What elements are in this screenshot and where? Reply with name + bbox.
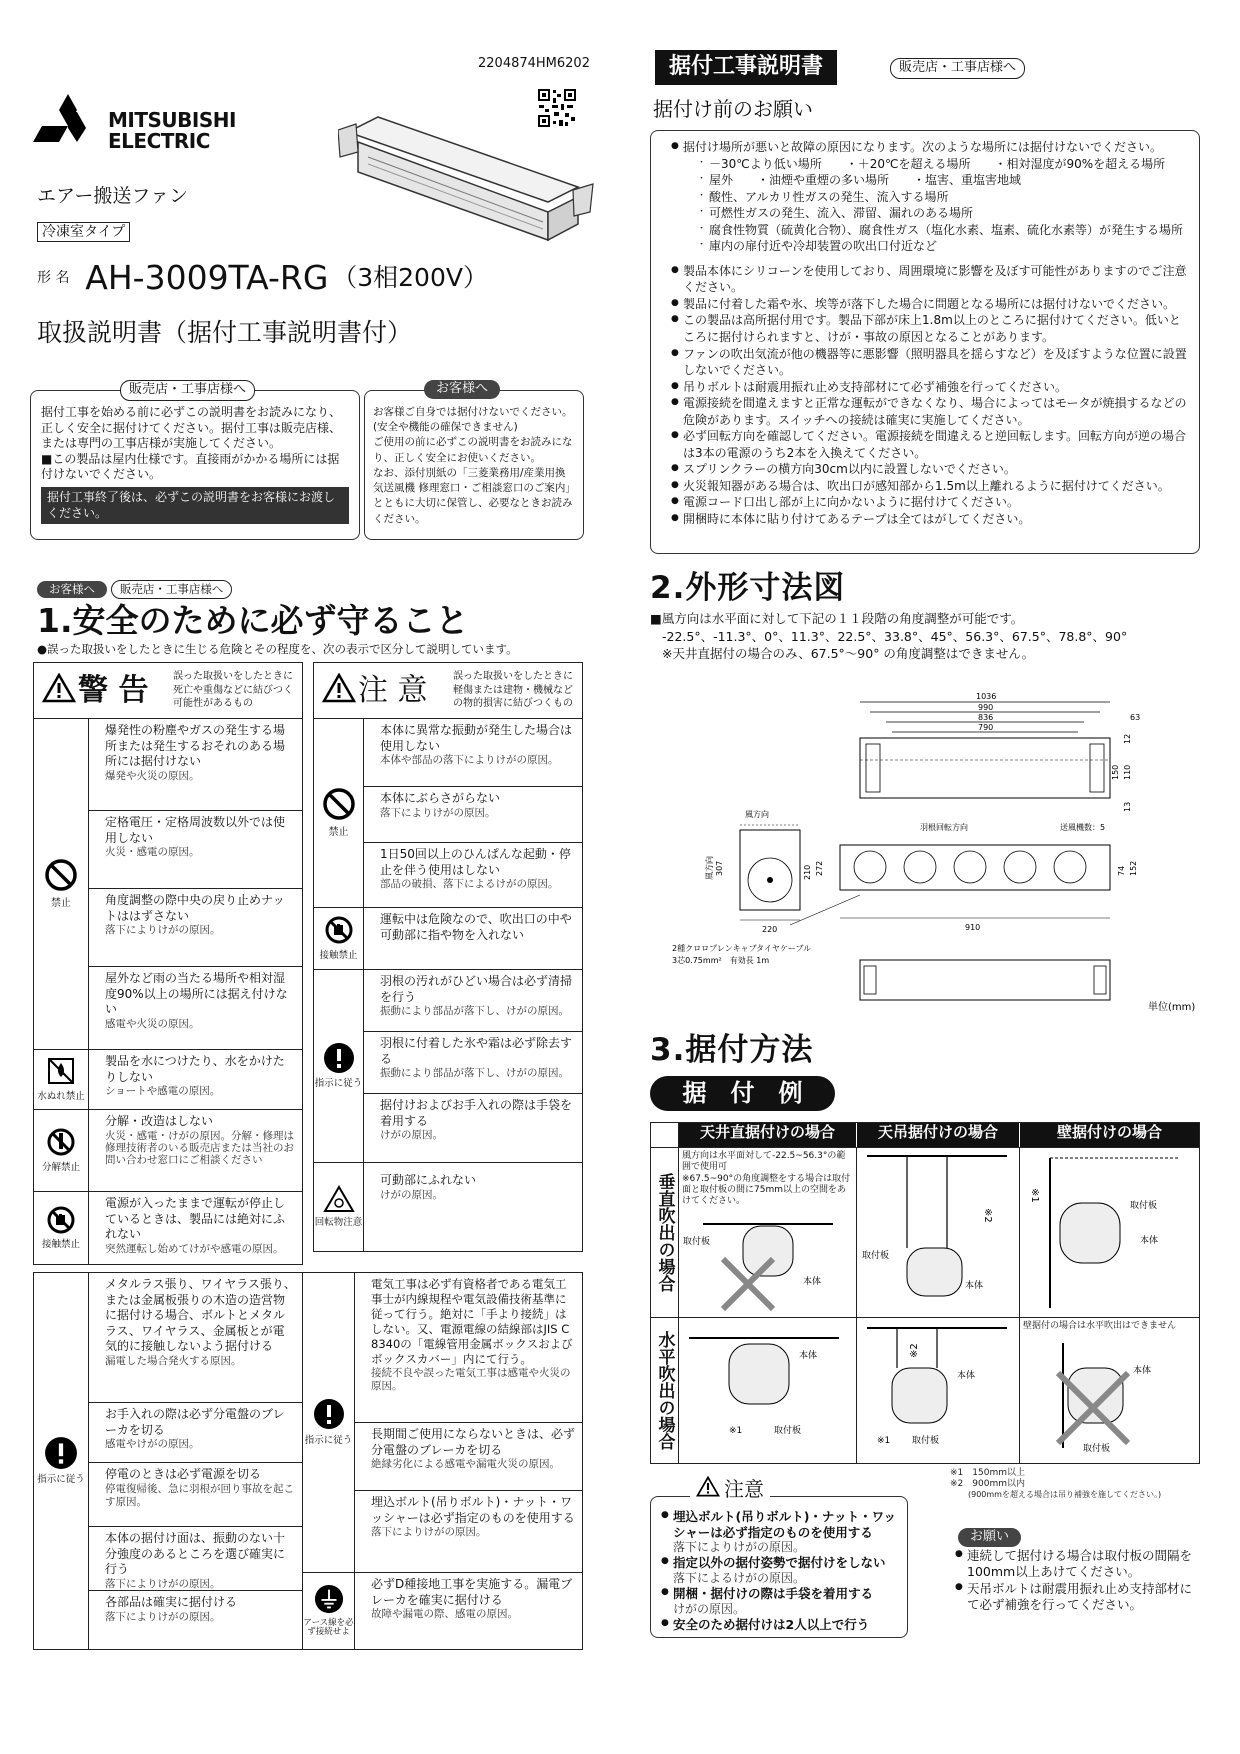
customer-text-3: なお、添付別紙の「三菱業務用/産業用換気送風機 修理窓口・ご相談窓口のご案内」とともに大切に保管し、必要なときお読みください。 <box>373 466 573 525</box>
label-body: 本体 <box>1140 1236 1159 1246</box>
icon-label: 水ぬれ禁止 <box>37 1090 85 1102</box>
method-footnotes <box>950 1468 1161 1499</box>
caution-item: 可動部にふれない けがの原因。 <box>380 1173 477 1201</box>
warning-item: 製品を水につけたり、水をかけたりしない ショートや感電の原因。 <box>105 1054 285 1098</box>
warning-triangle-icon <box>696 1476 720 1502</box>
pre-install-item: ● この製品は高所据付用です。製品下部が床上1.8m以上のところに据付けてください。低いところに据付けられますと、けが・事故の原因となることがあります。 <box>671 312 1187 345</box>
instruction-icon <box>313 1398 345 1435</box>
icon-label: 分解禁止 <box>41 1161 80 1173</box>
place-item: ・ 可燃性ガスの発生、流入、滞留、漏れのある場所 <box>697 205 1187 222</box>
place-item: ・ 庫内の扉付近や冷却装置の吹出口付近など <box>697 238 1187 255</box>
label-body: 本体 <box>965 1281 984 1291</box>
cell-hang-horizontal <box>857 1318 1020 1463</box>
footnote-3: (900mmを超える場合は吊り補強を施してください。) <box>968 1489 1162 1499</box>
customer-text-1: お客様ご自身では据付けないでください。(安全や機能の確保できません) <box>373 406 573 434</box>
icon-label: 指示に従う <box>304 1434 353 1446</box>
safety-tags <box>37 580 232 599</box>
dealer-note: 据付工事終了後は、必ずこの説明書をお客様にお渡しください。 <box>41 487 349 524</box>
dimensions-line-3: ※天井直据付の場合のみ、67.5°～90° の角度調整はできません。 <box>662 646 1035 661</box>
warning-group-touch <box>34 1192 302 1264</box>
place-item: ・ 腐食性物質（硫黄化合物）、腐食性ガス（塩化水素、塩素、硫化水素等）が発生する場所 <box>697 222 1187 239</box>
caution-item: 羽根の汚れがひどい場合は必ず清掃を行う 振動により部品が落下し、けがの原因。 <box>364 970 582 1032</box>
ground-icon <box>314 1584 344 1619</box>
pre-install-item: ● ファンの吹出気流が他の機器等に悪影響（照明器具を揺らすなど）を及ぼすような位置に設置しないでください。 <box>671 346 1187 379</box>
install-caution-item: ● 安全のため据付けは2人以上で行う <box>661 1617 899 1633</box>
unit-label: 単位(mm) <box>1148 1002 1196 1013</box>
pre-install-item: ● 必ず回転方向を確認してください。電源接続を間違えると逆回転します。回転方向が逆の場合は3本の電源のうち2本を入換えてください。 <box>671 428 1187 461</box>
caution-triangle-icon <box>322 673 358 708</box>
warning-item: 爆発性の粉塵やガスの発生する場所または発生するおそれのある場所には据付けない 爆発や火災の原因。 <box>89 719 302 811</box>
pre-install-item: ● 据付け場所が悪いと故障の原因になります。次のような場所には据付けないでください。 ・ －30℃より低い場所 ・＋20℃を超える場所 ・相対湿度が90%を超える場所 ・ 屋外 ・油煙や重煙の多い場所 ・塩害、重塩害地域 ・ 酸性、アルカリ性ガスの発生、流入する場所 ・ 可燃性ガスの発生、流入、滞留、漏れのある場所 ・ 腐食性物質（硫黄化合物）、腐食性ガス（塩化水素、塩素、硫化水素等）が発生する場所 ・ 庫内の扉付近や冷却装置の吹出口付近など <box>671 139 1187 255</box>
caution-desc: 誤った取扱いをしたときに軽傷または建物・機械などの物的損害に結びつくもの <box>453 671 573 710</box>
dim-150: 150 <box>1111 764 1120 780</box>
caution-group-instruct <box>314 970 582 1163</box>
pre-install-item: ● 電源コード口出し部が上に向かないように据付けてください。 <box>671 494 1187 511</box>
pre-install-box <box>650 130 1200 554</box>
cell-wall-horizontal <box>1020 1318 1199 1463</box>
label-plate: 取付板 <box>1083 1443 1111 1453</box>
ceiling-note-2: ※67.5~90°の角度調整をする場合は取付面と取付板の間に75mm以上の空間をあけてください。 <box>682 1173 851 1206</box>
rotation-caution-icon <box>323 1185 355 1218</box>
warning-item: 定格電圧・定格周波数以外では使用しない 火災・感電の原因。 <box>89 811 302 889</box>
pre-install-item: ● 電源接続を間違えますと正常な運転ができなくなり、場合によってはモータが焼損するなどの危険があります。スイッチへの接続は確実に実施してください。 <box>671 395 1187 428</box>
dim-307: 307 <box>715 860 724 876</box>
row-horizontal: 水平吹出の場合 <box>651 1318 679 1463</box>
caution-item: 羽根に付着した氷や霜は必ず除去する 振動により部品が落下し、けがの原因。 <box>364 1032 582 1094</box>
warning-icon-cell <box>34 719 89 1049</box>
icon-label: 禁止 <box>328 826 349 838</box>
dim-63: 63 <box>1130 713 1141 722</box>
place-item: ・ 屋外 ・油煙や重煙の多い場所 ・塩害、重塩害地域 <box>697 172 1187 189</box>
dimensions-text <box>650 610 1127 663</box>
instruct-item: 必ずD種接地工事を実施する。漏電ブレーカを確実に据付ける 故障や漏電の際、感電の原因。 <box>371 1577 573 1621</box>
label-plate: 取付板 <box>774 1426 802 1436</box>
icon-label: 禁止 <box>51 897 71 909</box>
caution-header <box>314 663 582 719</box>
wall-note: 壁据付の場合は水平吹出はできません <box>1023 1321 1177 1331</box>
row-vertical: 垂直吹出の場合 <box>651 1148 679 1317</box>
instruct-item: 埋込ボルト(吊りボルト)・ナット・ワッシャーは必ず指定のものを使用する 落下によりけがの原因。 <box>355 1491 582 1573</box>
mark-1: ※1 <box>729 1426 743 1436</box>
type-label: 冷凍室タイプ <box>37 222 130 242</box>
caution-item: 据付けおよびお手入れの際は手袋を着用する けがの原因。 <box>380 1098 573 1142</box>
warning-item: 電源が入ったままで運転が停止しているときは、製品には絶対にふれない 突然運転し始めてけがや感電の原因。 <box>105 1196 286 1255</box>
dim-12: 12 <box>1123 733 1132 744</box>
dim-790: 790 <box>978 723 994 732</box>
customer-box <box>364 390 584 540</box>
warning-group-water <box>34 1050 302 1110</box>
pre-install-item: ● スプリンクラーの横方向30cm以内に設置しないでください。 <box>671 461 1187 478</box>
instruct-item: 停電のときは必ず電源を切る 停電復帰後、急に羽根が回り事故を起こす原因。 <box>89 1463 302 1527</box>
warning-group-disassemble <box>34 1110 302 1192</box>
safety-tag-customer: お客様へ <box>37 581 107 598</box>
blade-direction-label: 羽根回転方向 <box>920 823 968 832</box>
wind-direction-label-vertical: 風方向 <box>705 856 714 880</box>
place-item: ・ －30℃より低い場所 ・＋20℃を超える場所 ・相対湿度が90%を超える場所 <box>697 156 1187 173</box>
instruct-item: 各部品は確実に据付ける 落下によりけがの原因。 <box>105 1595 238 1623</box>
customer-text-2: ご使用の前に必ずこの説明書をお読みになり、正しく安全にお使いください。 <box>373 436 573 464</box>
label-body: 本体 <box>799 1351 818 1361</box>
dimensions-title: 2.外形寸法図 <box>650 570 846 606</box>
dim-990: 990 <box>978 703 994 712</box>
instruct-item: 電気工事は必ず有資格者である電気工事士が内線規程や電気設備技術基準に従って行う。絶対に「手より接続」はしない。又、電源電線の結線部はJIS C 8340の「電線管用金属ボックスおよびボックスカバー」内にて行う。 接続不良や誤った電気工事は感電や火災の原因。 <box>355 1273 582 1423</box>
icon-label: 指示に従う <box>314 1078 363 1090</box>
customer-tag: お客様へ <box>424 380 500 399</box>
dim-152: 152 <box>1129 860 1138 876</box>
place-item: ・ 酸性、アルカリ性ガスの発生、流入する場所 <box>697 189 1187 206</box>
request-item: ● 連続して据付ける場合は取付板の間隔を100mm以上あけてください。 <box>955 1548 1200 1581</box>
caution-group-prohibit <box>314 719 582 908</box>
safety-tag-dealer: 販売店・工事店様へ <box>111 580 233 599</box>
icon-label: 接触禁止 <box>319 949 358 961</box>
warning-desc: 誤った取扱いをしたときに死亡や重傷などに結びつく可能性があるもの <box>173 671 293 710</box>
dealer-tag: 販売店・工事店様へ <box>120 380 255 401</box>
warning-item: 屋外など雨の当たる場所や相対湿度90%以上の場所には据え付けない 感電や火災の原因。 <box>105 971 288 1030</box>
install-caution-item: ● 埋込ボルト(吊りボルト)・ナット・ワッシャーは必ず指定のものを使用する 落下によりけがの原因。 <box>661 1509 899 1555</box>
blade-count-label: 送風機数：5 <box>1060 823 1106 832</box>
dim-110: 110 <box>1123 764 1132 780</box>
no-water-icon <box>46 1056 76 1091</box>
caution-item: 本体にぶらさがらない 落下によりけがの原因。 <box>364 787 582 843</box>
bottom-left-table <box>33 1272 303 1650</box>
warning-group-prohibit <box>34 719 302 1050</box>
footnote-1: ※1 150mm以上 <box>950 1468 1025 1478</box>
icon-label: 接触禁止 <box>41 1239 80 1251</box>
pre-install-item: ● 製品に付着した霜や氷、埃等が落下した場合に問題となる場所には据付けないでください。 <box>671 296 1187 313</box>
install-caution-box <box>650 1496 908 1638</box>
warning-triangle-icon <box>42 673 78 708</box>
label-plate: 取付板 <box>862 1251 890 1261</box>
method-title: 3.据付方法 <box>650 1032 814 1068</box>
no-touch-icon <box>324 915 354 950</box>
cell-wall-vertical <box>1020 1148 1199 1317</box>
col-ceiling-hang: 天吊据付けの場合 <box>857 1123 1020 1147</box>
dimensions-angles: -22.5°、-11.3°、0°、11.3°、22.5°、33.8°、45°、56.3°、67.5°、78.8°、90° <box>662 628 1128 644</box>
instruct-item: 長期間ご使用にならないときは、必ず分電盤のブレーカを切る 絶縁劣化による感電や漏電火災の原因。 <box>355 1423 582 1491</box>
col-wall: 壁据付けの場合 <box>1020 1123 1199 1147</box>
dim-910: 910 <box>965 923 981 932</box>
install-caution-heading: 注意 <box>690 1476 770 1502</box>
request-item: ● 天吊ボルトは耐震用振れ止め支持部材にて必ず補強を行ってください。 <box>955 1581 1200 1614</box>
dim-272: 272 <box>815 860 824 876</box>
dim-220: 220 <box>762 925 778 934</box>
caution-item: 本体に異常な振動が発生した場合は使用しない 本体や部品の落下によりけがの原因。 <box>364 719 582 787</box>
dim-13: 13 <box>1123 801 1132 812</box>
caution-group-touch <box>314 908 582 970</box>
product-name: エアー搬送ファン <box>37 185 189 207</box>
footnote-2: ※2 900mm以内 <box>950 1478 1025 1489</box>
mark-1: ※1 <box>877 1436 891 1446</box>
dim-210: 210 <box>803 864 812 880</box>
install-caution-item: ● 開梱・据付けの際は手袋を着用する けがの原因。 <box>661 1586 899 1617</box>
prohibit-icon <box>322 787 356 826</box>
label-body: 本体 <box>1133 1365 1152 1376</box>
mark-2: ※2 <box>909 1343 920 1358</box>
label-body: 本体 <box>803 1277 822 1287</box>
cell-ceiling-vertical <box>679 1148 857 1317</box>
mark-1: ※1 <box>1029 1188 1040 1203</box>
cable-label: 2種クロロプレンキャブタイヤケーブル <box>672 944 812 953</box>
instruct-item: 本体の据付け面は、振動のない十分強度のあるところを選び確実に行う 落下によりけがの原因。 <box>89 1527 302 1591</box>
icon-label: 回転物注意 <box>314 1217 363 1229</box>
pre-install-item: ● 製品本体にシリコーンを使用しており、周囲環境に影響を及ぼす可能性がありますのでご注意ください。 <box>671 263 1187 296</box>
caution-item: 運転中は危険なので、吹出口の中や可動部に指や物を入れない <box>380 912 572 942</box>
label-plate: 取付板 <box>1130 1201 1158 1211</box>
cable-spec: 3芯0.75mm² 有効長 1m <box>672 956 770 965</box>
col-ceiling-direct: 天井直据付けの場合 <box>679 1123 857 1147</box>
request-tag: お願い <box>958 1528 1021 1547</box>
instruction-icon <box>44 1436 78 1475</box>
pre-install-item: ● 吊りボルトは耐震用振れ止め支持部材にて必ず補強を行ってください。 <box>671 379 1187 396</box>
dim-74: 74 <box>1117 865 1126 876</box>
safety-intro: ●誤った取扱いをしたときに生じる危険とその程度を、次の表示で区分して説明しています。 <box>37 642 518 656</box>
doc-code: 2204874HM6202 <box>478 56 590 71</box>
request-list <box>955 1548 1200 1613</box>
cell-hang-vertical <box>857 1148 1020 1317</box>
caution-item: 1日50回以上のひんぱんな起動・停止を伴う使用はしない 部品の破損、落下によるけがの原因。 <box>380 847 571 891</box>
model-prefix: 形 名 <box>37 270 70 287</box>
warning-label: 警 告 <box>78 673 149 708</box>
icon-label: アース線を必ず接続せよ <box>303 1617 354 1638</box>
instruct-item: お手入れの際は必ず分電盤のブレーカを切る 感電やけがの原因。 <box>89 1403 302 1463</box>
warning-item: 分解・改造はしない 火災・感電・けがの原因。分解・修理は修理技術者のいる販売店または当社のお問い合わせ窓口にご相談ください <box>105 1114 294 1166</box>
label-body: 本体 <box>957 1371 976 1381</box>
install-caution-item: ● 指定以外の据付姿勢で据付けをしない 落下によるけがの原因。 <box>661 1555 899 1586</box>
caution-label: 注 意 <box>358 673 428 708</box>
install-manual-tag: 販売店・工事店様へ <box>890 58 1025 79</box>
method-example-banner: 据 付 例 <box>650 1076 835 1111</box>
label-plate: 取付板 <box>683 1237 711 1247</box>
dim-836: 836 <box>978 713 994 722</box>
ceiling-note: 風方向は水平面対して-22.5~56.3°の範囲で使用可 <box>682 1151 846 1173</box>
instruct-item: メタルラス張り、ワイヤラス張り、または金属板張りの木造の造営物に据付ける場合、ボルトとメタルラス、ワイヤラス、金属板とが電気的に接触しないよう据付ける 漏電した場合発火する原因。 <box>89 1273 302 1403</box>
fan-row <box>854 851 1086 883</box>
dealer-box <box>30 390 360 540</box>
warning-table <box>33 662 303 1265</box>
pre-install-item: ● 火災報知器がある場合は、吹出口が感知部から1.5m以上離れるように据付けてください。 <box>671 478 1187 495</box>
pre-install-item: ● 開梱時に本体に貼り付けてあるテープは全てはがしてください。 <box>671 511 1187 528</box>
model-line <box>37 257 488 300</box>
icon-label: 指示に従う <box>37 1474 85 1486</box>
dimensions-line-1: ■風方向は水平面に対して下記の１１段階の角度調整が可能です。 <box>650 611 1024 626</box>
safety-title: 1.安全のために必ず守ること <box>37 601 469 640</box>
mark-2: ※2 <box>982 1208 993 1223</box>
warning-header <box>34 663 302 719</box>
warning-item: 角度調整の際中央の戻り止めナットははずさない 落下によりけがの原因。 <box>89 889 302 967</box>
dimension-drawing <box>660 680 1200 1020</box>
prohibit-icon <box>44 858 78 897</box>
install-manual-title: 据付工事説明書 <box>655 50 837 85</box>
label-plate: 取付板 <box>912 1436 940 1446</box>
bottom-right-table <box>303 1272 583 1650</box>
wind-direction-label: 風方向 <box>745 810 769 819</box>
no-disassemble-icon <box>46 1127 76 1162</box>
dim-1036: 1036 <box>976 692 997 701</box>
cell-ceiling-horizontal <box>679 1318 857 1463</box>
instruction-icon <box>323 1042 355 1079</box>
dealer-text-2: ■この製品は屋内仕様です。直接雨がかかる場所には据付けないでください。 <box>41 451 340 482</box>
brand-name: MITSUBISHI ELECTRIC <box>108 108 236 153</box>
mitsubishi-logo-icon <box>33 94 103 156</box>
caution-table <box>313 662 583 1252</box>
method-table <box>650 1122 1200 1464</box>
pre-install-title: 据付け前のお願い <box>653 97 813 121</box>
dealer-text-1: 据付工事を始める前に必ずこの説明書をお読みになり、正しく安全に据付けてください。据付工事は販売店様、または専門の工事店様が実施してください。 <box>41 405 342 451</box>
manual-title: 取扱説明書（据付工事説明書付） <box>37 318 413 347</box>
model-spec: （3相200V） <box>332 263 488 293</box>
caution-group-rotation <box>314 1163 582 1251</box>
product-illustration <box>338 112 598 252</box>
model-number: AH-3009TA-RG <box>85 258 329 297</box>
no-touch-icon <box>46 1205 76 1240</box>
